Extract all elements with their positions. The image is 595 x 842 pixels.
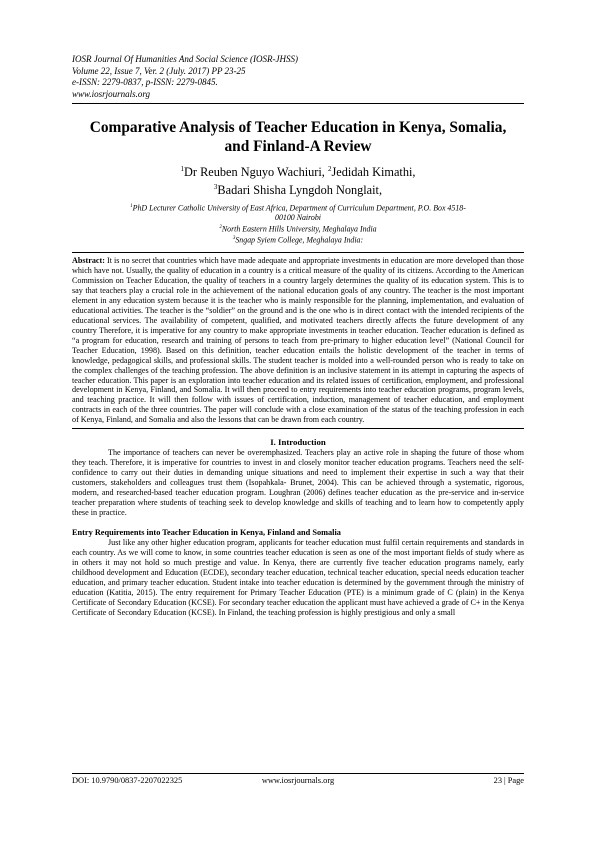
- affiliation-2: [72, 223, 524, 234]
- introduction-paragraph: The importance of teachers can never be overemphasized. Teachers play an active role in shaping the future of those whom they teach. Therefore, it is imperative for countries to invest in and closely monitor teacher education programs. Teachers need the self-confidence to carry out their duties in demanding unique situations and need to implement their expertise in such a way that their customers, stakeholders and colleagues trust them (Isopahkala- Brunet, 2004). This can be achieved through a systematic, rigorous, modern, and researched-based teacher education program. Loughran (2006) defines teacher education as the pre-service and in-service teacher preparation where students of teaching seek to develop knowledge and skills of teaching and to learn how to competently apply these in practice.: [72, 448, 524, 517]
- abstract-label: Abstract:: [72, 256, 105, 266]
- page-label: Page: [507, 776, 524, 785]
- header-rule: [72, 103, 524, 104]
- affiliation-3: [72, 234, 524, 245]
- author-name-1: Dr Reuben Nguyo Wachiuri,: [184, 165, 328, 180]
- journal-header: [72, 54, 524, 100]
- section-heading-entry-requirements: Entry Requirements into Teacher Education in Kenya, Finland and Somalia: [72, 527, 341, 537]
- author-line-2: [72, 180, 524, 198]
- author-name-2: Jedidah Kimathi,: [331, 165, 416, 180]
- affiliations: [72, 202, 524, 245]
- abstract-text: It is no secret that countries which have made adequate and appropriate investments in education are more developed than those which have not. Usually, the quality of education in a country is a critical measure of the quality of its citizens. According to the American Commission on Teacher Education, the quality of teachers in a country largely determines the quality of its education system. This is to say that teachers play a crucial role in the achievement of the national education goals of any country. The teacher is the most important element in any education system because it is the teacher who is mainly responsible for the planning, implementation, and evaluation of educational activities. The teacher is the “soldier” on the ground and is the one who is in direct contact with the intended recipients of the educational services. The availability of competent, qualified, and motivated teachers directly affects the future development of any country Therefore, it is imperative for any country to make appropriate investments in teacher education. Teacher education is defined as “a program for education, research and training of persons to teach from pre-primary to higher education level” (National Council for Teacher Education, 1998). Based on this definition, teacher education entails the holistic development of the teacher in terms of knowledge, pedagogical skills, and professional skills. The student teacher is molded into a well-rounded person who is ready to take on the complex challenges of the teaching profession. The above definition is an inclusive statement in its attempt in capturing the aspects of teacher education. This paper is an exploration into teacher education and its related issues of certification, employment, and professional development in Kenya, Finland, and Somalia. It will then proceed to entry requirements into teacher education programs, program levels, and teaching practice. It will then follow with issues of certification, induction, management of teacher education, and employment contracts in each of the three countries. The paper will conclude with a close examination of the status of the teaching profession in each of Kenya, Finland, and Somalia and also the lessons that can be drawn from each country.: [72, 256, 524, 425]
- section-heading-introduction: I. Introduction: [270, 437, 326, 448]
- footer-doi: DOI: 10.9790/0837-2207022325: [72, 776, 183, 785]
- journal-volume: Volume 22, Issue 7, Ver. 2 (July. 2017) PP 23-25: [72, 65, 246, 76]
- journal-issn: e-ISSN: 2279-0837, p-ISSN: 2279-0845.: [72, 77, 218, 87]
- affiliation-1-line-2: 00100 Nairobi: [275, 213, 321, 223]
- author-list: [72, 162, 524, 198]
- affiliation-1-line-1: PhD Lecturer Catholic University of East Africa, Department of Curriculum Department, P.O. Box 4518-: [132, 203, 466, 213]
- paper-title: [72, 118, 524, 156]
- author-line-1: [72, 162, 524, 180]
- author-sup-3: 3: [213, 183, 218, 192]
- journal-name: IOSR Journal Of Humanities And Social Science (IOSR-JHSS): [72, 54, 299, 64]
- title-line-2: and Finland-A Review: [224, 138, 372, 155]
- page-number: 23: [493, 776, 503, 785]
- affiliation-sup-3: 3: [232, 235, 236, 241]
- page-separator: |: [504, 776, 506, 785]
- affiliation-sup-2: 2: [219, 224, 222, 230]
- page-footer: [72, 773, 524, 785]
- affiliation-sup-1: 1: [130, 204, 133, 210]
- abstract: [72, 252, 524, 429]
- journal-website: www.iosrjournals.org: [72, 88, 151, 99]
- affiliation-3-text: Sngap Syiem College, Meghalaya India:: [235, 235, 364, 245]
- affiliation-1: [72, 202, 524, 213]
- affiliation-2-text: North Eastern Hills University, Meghalaya India: [221, 224, 377, 234]
- author-sup-2: 2: [327, 165, 332, 173]
- title-line-1: Comparative Analysis of Teacher Education in Kenya, Somalia,: [89, 119, 507, 136]
- entry-requirements-paragraph: Just like any other higher education program, applicants for teacher education must fulfil certain requirements and standards in each country. As we will come to know, in some countries teacher education is seen as one of the most important fields of study where as in others it may not hold so much prestige and value. In Kenya, there are currently five teacher education programs namely, early childhood development and Education (ECDE), secondary teacher education, technical teacher education, special needs education teacher education, and primary teacher education. Student intake into teacher education is determined by the government through the ministry of education (Katitia, 2015). The entry requirement for Primary Teacher Education (PTE) is a minimum grade of C (plain) in the Kenya Certificate of Secondary Education (KCSE). For secondary teacher education the applicant must have achieved a grade of C+ in the Kenya Certificate of Secondary Education (KCSE). In Finland, the teaching profession is highly prestigious and only a small: [72, 537, 524, 617]
- footer-website: www.iosrjournals.org: [261, 776, 335, 785]
- footer-page-number: [494, 776, 524, 785]
- author-sup-1: 1: [180, 165, 185, 173]
- paper-page: [72, 54, 524, 618]
- author-name-3: Badari Shisha Lyngdoh Nonglait,: [217, 183, 383, 198]
